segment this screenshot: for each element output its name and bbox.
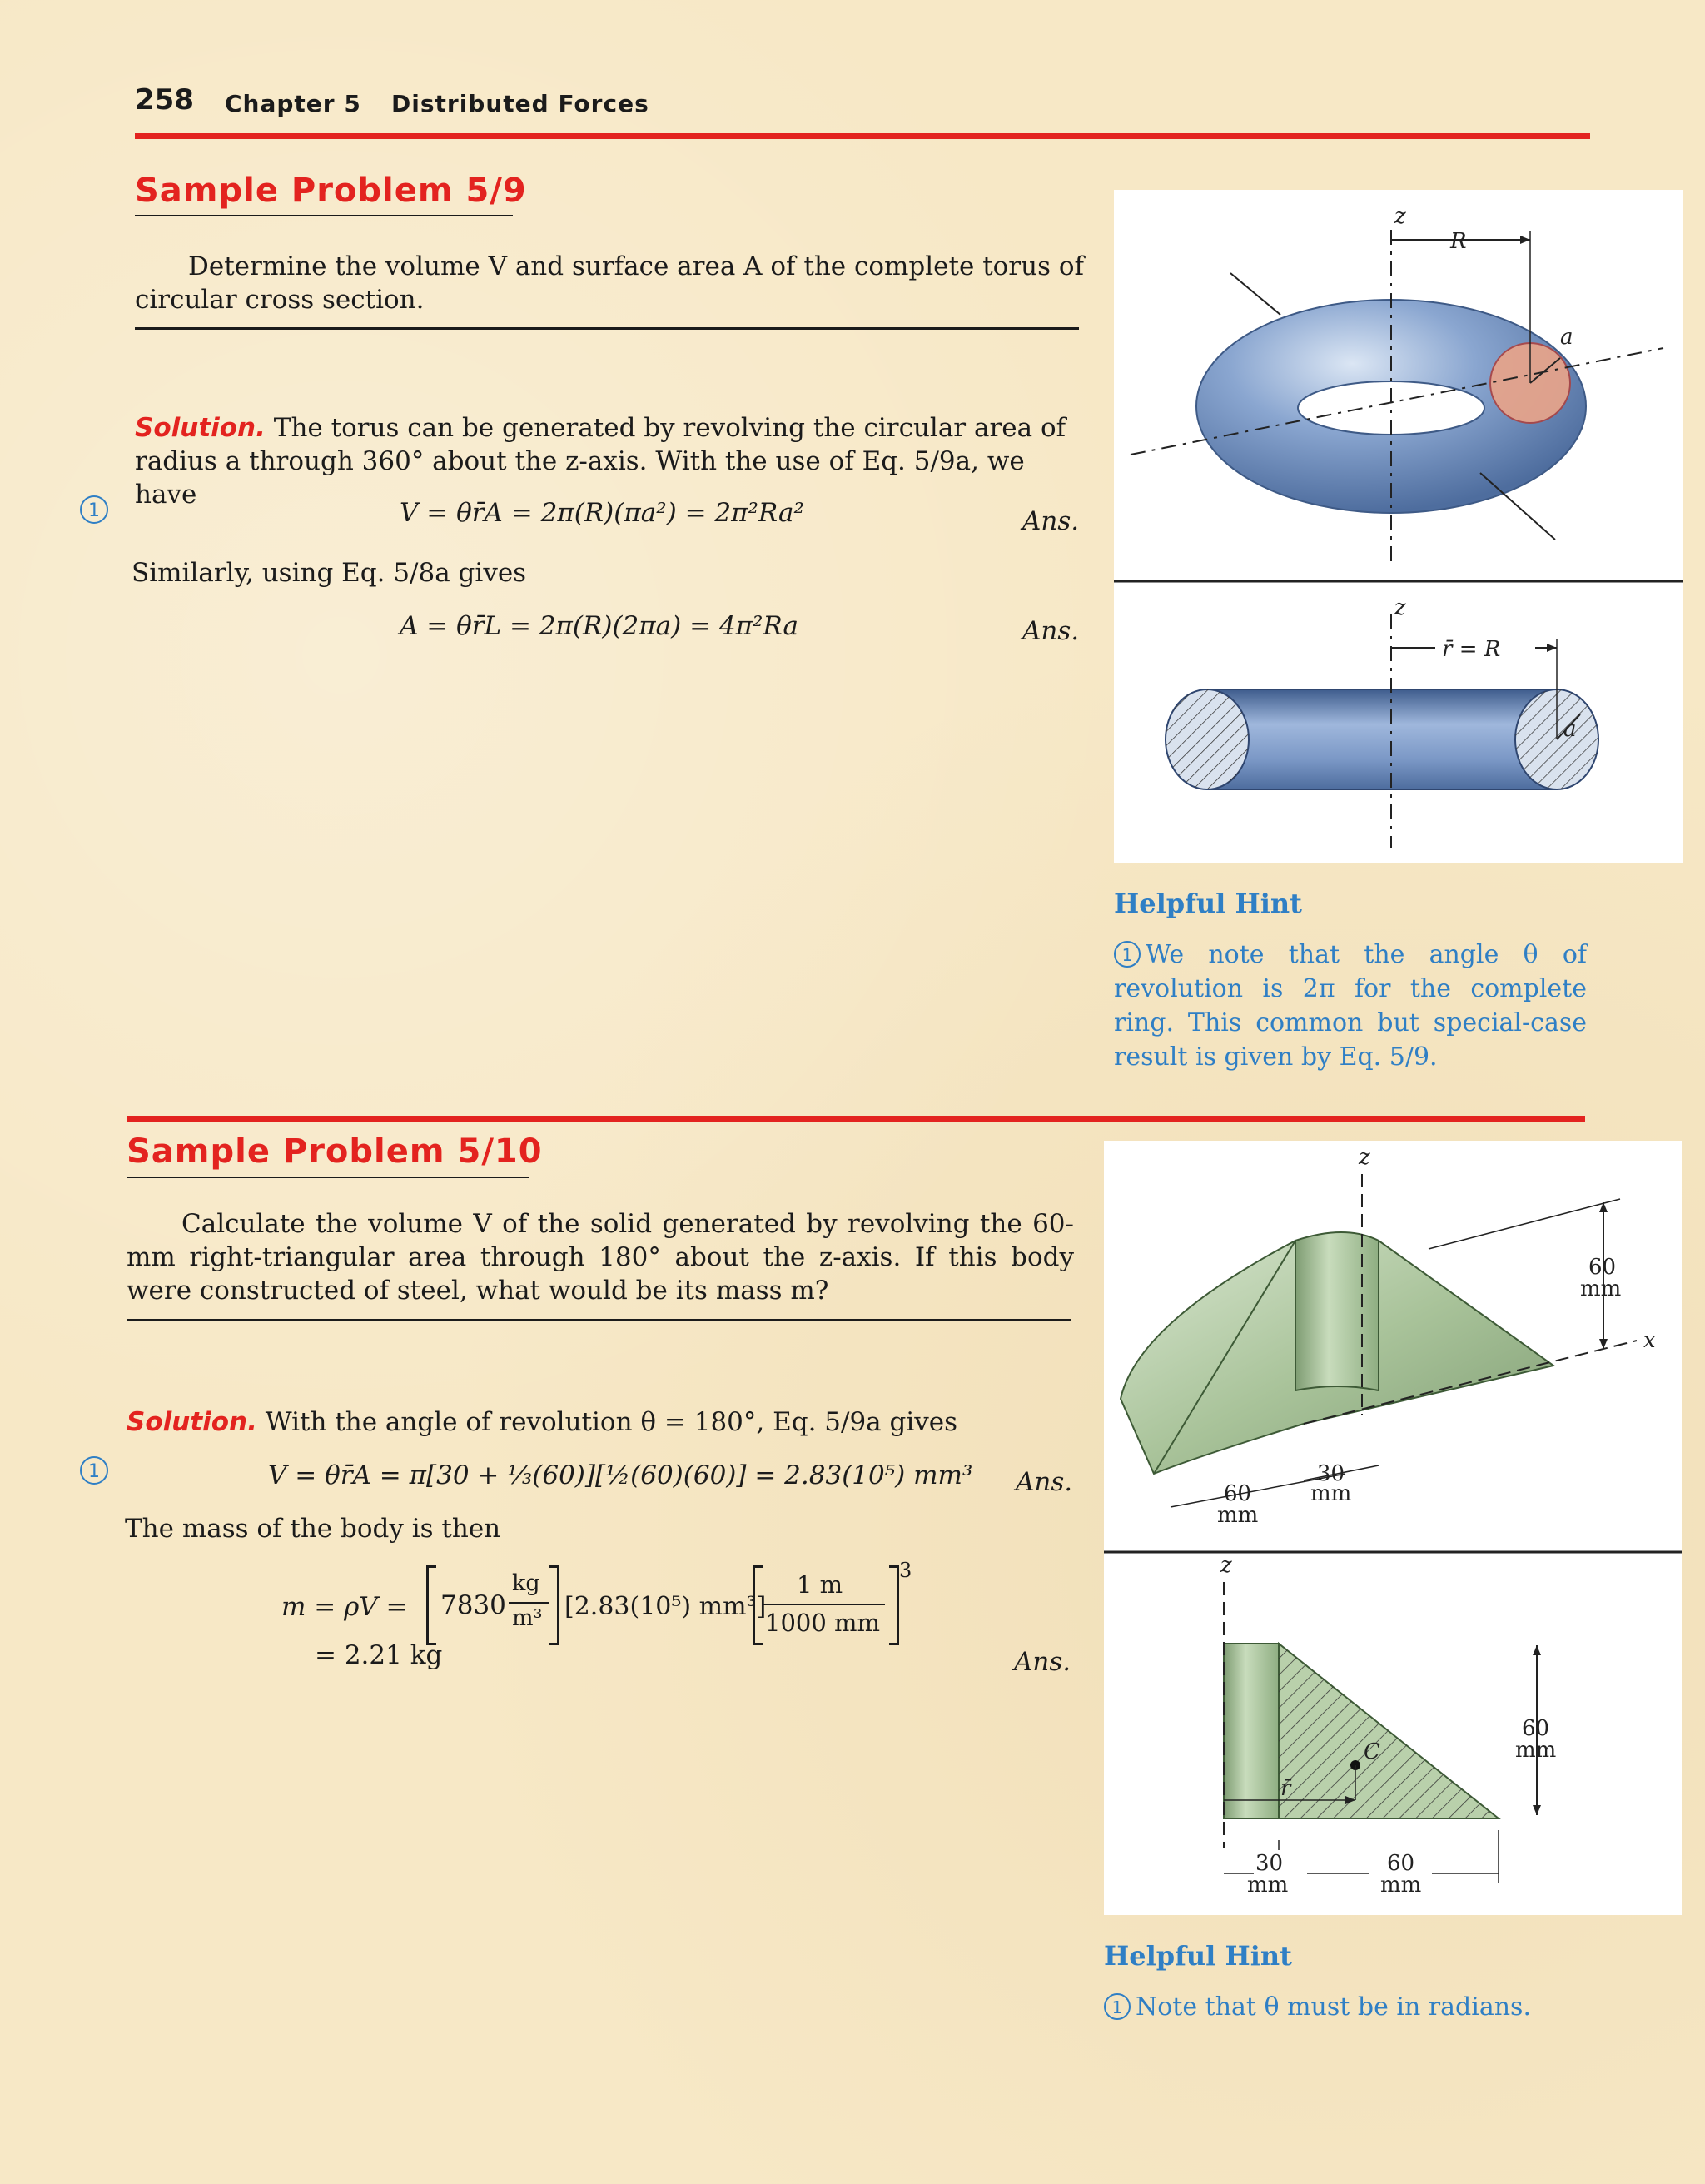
torus-figure-svg [1114, 190, 1683, 863]
section-label-C: C [1364, 1739, 1380, 1764]
torus-guide-line [1230, 273, 1280, 315]
revolved-solid-figure [1104, 1141, 1682, 1915]
problem1-solution [135, 411, 1084, 511]
torus-side-body [1207, 689, 1557, 789]
problem1-hint-text: We note that the angle θ of revolution is 2π for the complete ring. This common but special-case result is given by Eq. 5/9. [1114, 940, 1587, 1072]
problem2-hint-marker: 1 [1104, 1993, 1131, 2020]
problem2-density-unit-num: kg [512, 1570, 540, 1596]
problem1-eq-area: A = θr̄L = 2π(R)(2πa) = 4π²Ra [400, 611, 798, 641]
torus-label-a: a [1560, 325, 1573, 350]
torus-side-label-rbar: r̄ = R [1442, 637, 1501, 662]
problem2-solution-label: Solution. [127, 1407, 257, 1437]
solid-label-60: 60 [1224, 1481, 1252, 1506]
section-cylinder [1224, 1644, 1279, 1818]
problem1-ans-2: Ans. [1022, 616, 1080, 646]
problem1-marker: 1 [80, 495, 108, 524]
problem2-density-unit-den: m³ [512, 1605, 543, 1631]
problem1-similarly: Similarly, using Eq. 5/8a gives [132, 558, 527, 588]
problem1-ans-1: Ans. [1022, 506, 1080, 536]
problem2-statement: Calculate the volume V of the solid generated by revolving the 60-mm right-triangular area through 180° about the z-axis. If this body were constructed of steel, what would be its mass m? [127, 1209, 1074, 1306]
problem2-marker: 1 [80, 1456, 108, 1485]
section-label-30-unit: mm [1247, 1873, 1289, 1898]
torus-side-label-a: a [1563, 717, 1577, 742]
problem2-title-underline [127, 1177, 529, 1178]
problem2-eq-mass-left: m = ρV = [281, 1592, 408, 1622]
problem2-hint-text: Note that θ must be in radians. [1136, 1992, 1531, 2022]
header-rule [135, 133, 1590, 139]
section-label-60: 60 [1387, 1851, 1415, 1876]
problem2-ans-2: Ans. [1014, 1647, 1071, 1677]
problem2-ans-1: Ans. [1016, 1467, 1073, 1497]
problem2-conversion-den: 1000 mm [765, 1609, 881, 1637]
problem2-conversion-exponent: 3 [899, 1559, 912, 1582]
torus-label-R: R [1450, 229, 1467, 254]
problem1-statement-rule [135, 327, 1079, 330]
problem1-hint-marker: 1 [1114, 941, 1141, 968]
problem1-solution-text: The torus can be generated by revolving the circular area of radius a through 360° about the z-axis. With the use of Eq. 5/9a, we have [135, 413, 1066, 510]
solid-label-30-unit: mm [1310, 1481, 1352, 1506]
problem2-solution [127, 1405, 1076, 1439]
problem2-eq-volume-term: [2.83(10⁵) mm³] [564, 1592, 767, 1621]
problem2-hint [1104, 1990, 1603, 2024]
section-label-height-unit: mm [1515, 1738, 1557, 1763]
torus-side-label-z: z [1394, 595, 1406, 620]
problem2-density-bracket [426, 1565, 559, 1645]
solid-label-30: 30 [1317, 1461, 1345, 1486]
torus-section-left [1166, 689, 1249, 789]
solid-label-z: z [1359, 1145, 1370, 1170]
section-label-rbar: r̄ [1280, 1776, 1291, 1801]
solid-cylinder-face [1295, 1232, 1379, 1390]
problem2-hint-title: Helpful Hint [1104, 1940, 1292, 1972]
solid-label-height-unit: mm [1580, 1276, 1622, 1301]
section-label-z: z [1220, 1553, 1232, 1578]
problem2-top-rule [127, 1116, 1585, 1122]
section-label-height: 60 [1522, 1716, 1550, 1741]
problem2-density-value: 7830 [440, 1590, 506, 1620]
problem2-conversion-bracket [753, 1565, 899, 1645]
problem1-solution-label: Solution. [135, 413, 266, 443]
torus-label-z: z [1394, 204, 1406, 229]
problem1-title-underline [135, 215, 513, 216]
solid-label-height: 60 [1588, 1255, 1617, 1280]
problem2-statement-rule [127, 1319, 1071, 1321]
problem1-title: Sample Problem 5/9 [135, 172, 527, 210]
section-label-60-unit: mm [1380, 1873, 1422, 1898]
problem2-mass-text: The mass of the body is then [125, 1514, 501, 1544]
problem2-eq-volume: V = θr̄A = π[30 + ⅓(60)][½(60)(60)] = 2.83(10⁵) mm³ [268, 1460, 973, 1490]
problem2-title: Sample Problem 5/10 [127, 1132, 543, 1171]
solid-label-x: x [1643, 1328, 1656, 1353]
solid-label-60-unit: mm [1217, 1503, 1259, 1528]
problem2-conversion-num: 1 m [797, 1570, 843, 1599]
section-label-30: 30 [1255, 1851, 1284, 1876]
problem1-eq-volume: V = θr̄A = 2π(R)(πa²) = 2π²Ra² [400, 498, 804, 528]
problem1-hint-title: Helpful Hint [1114, 888, 1302, 919]
problem2-eq-mass-result: = 2.21 kg [315, 1640, 443, 1670]
torus-figure [1114, 190, 1683, 863]
solid-height-extension [1429, 1199, 1620, 1249]
problem2-solution-text: With the angle of revolution θ = 180°, Eq. 5/9a gives [265, 1407, 958, 1437]
problem1-hint [1114, 938, 1587, 1074]
section-label: Distributed Forces [391, 90, 649, 117]
chapter-label: Chapter 5 [225, 90, 361, 117]
problem1-statement: Determine the volume V and surface area A of the complete torus of circular cross section. [135, 251, 1084, 315]
revolved-solid-figure-svg [1104, 1141, 1682, 1915]
page-number: 258 [135, 83, 194, 117]
